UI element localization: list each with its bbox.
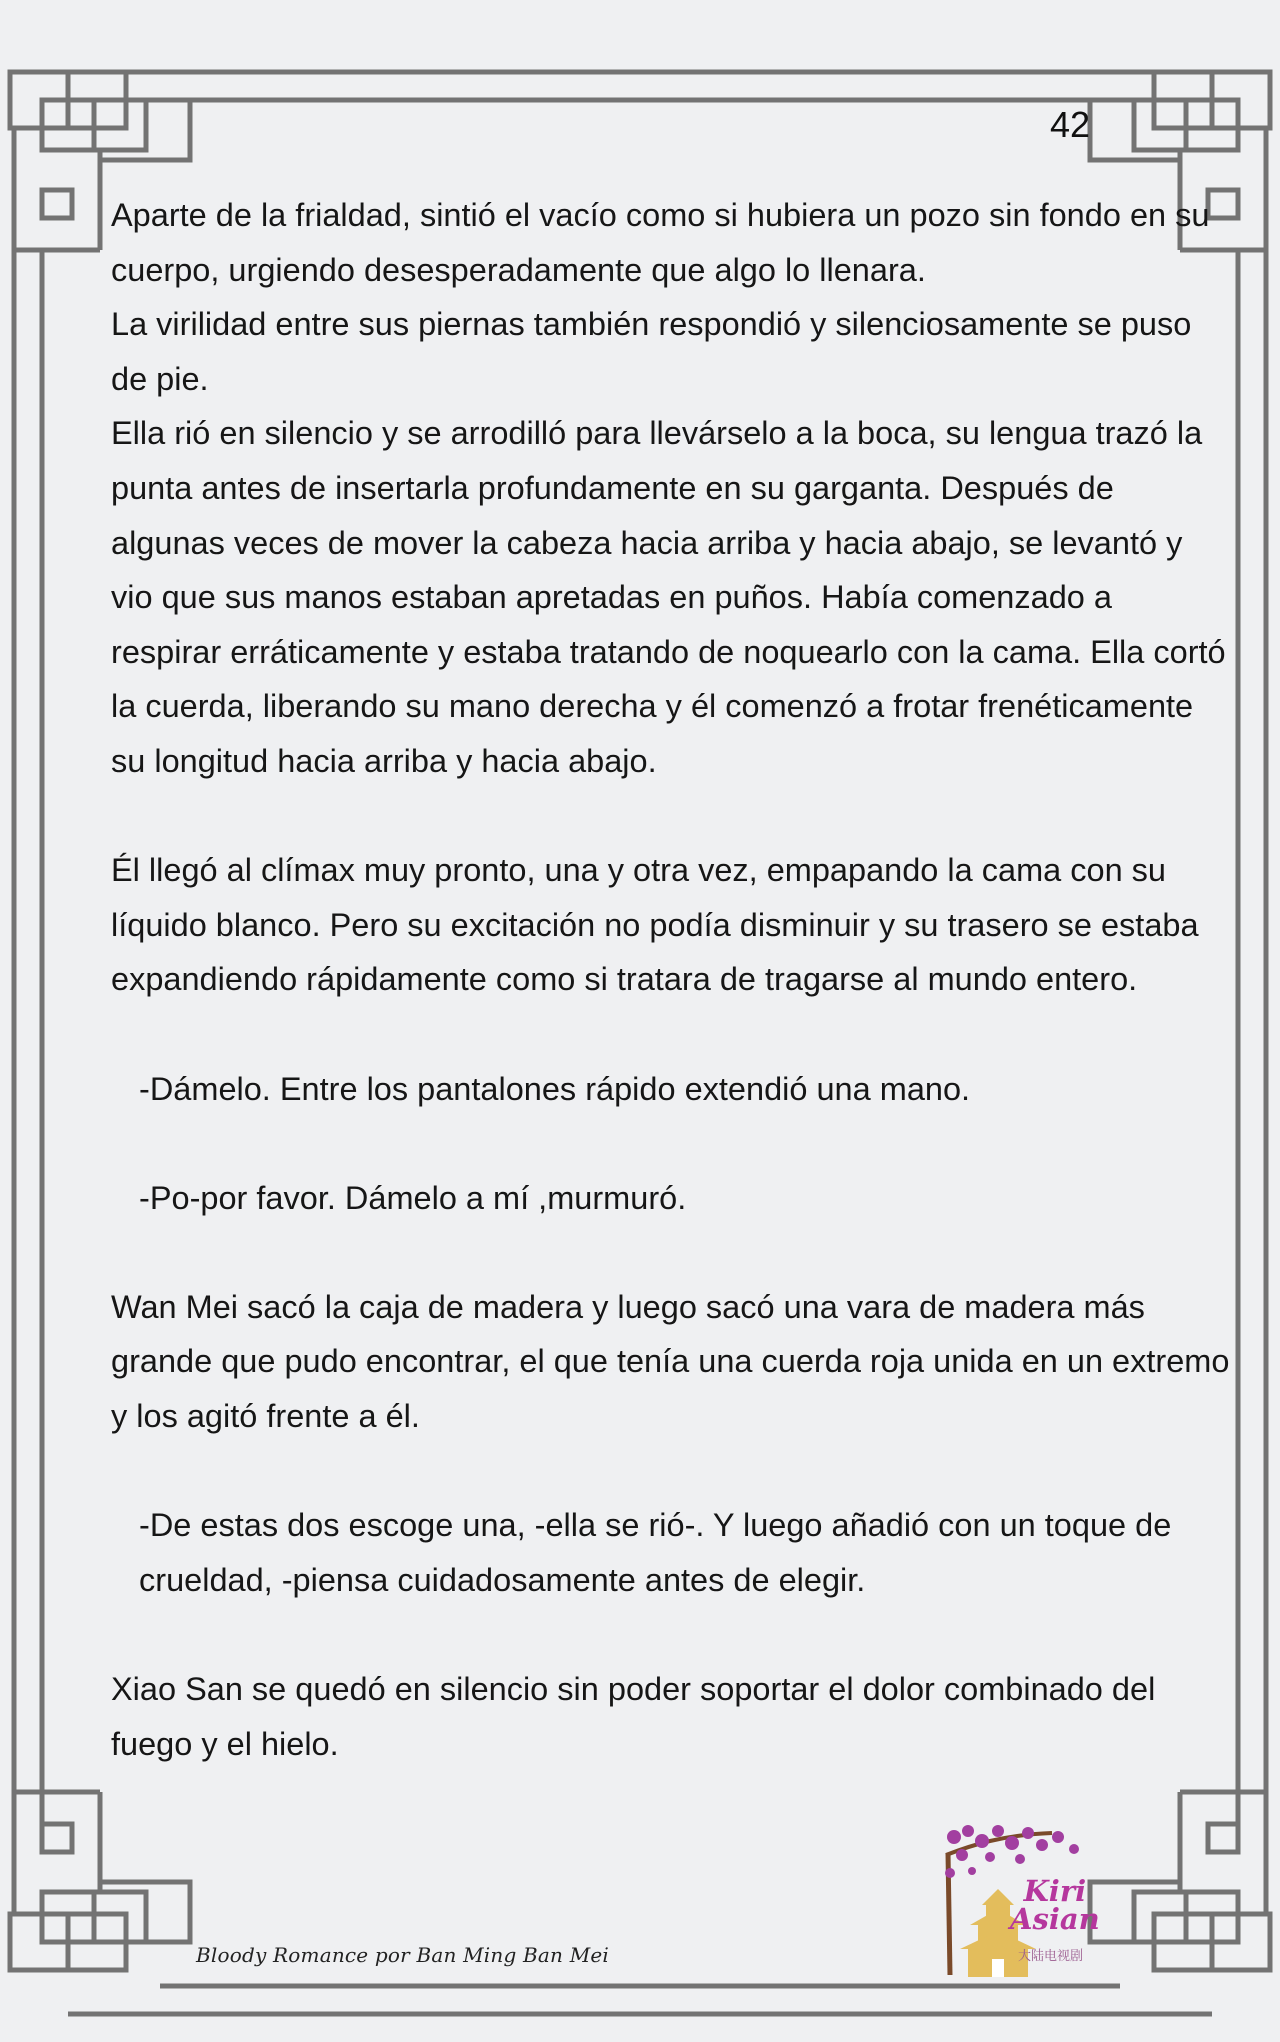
paragraph: Wan Mei sacó la caja de madera y luego sacó una vara de madera más grande que pudo encontrar, el que tenía una cuerda roja unida en un extremo y los agitó frente a él. <box>111 1288 1230 1435</box>
paragraph: Ella rió en silencio y se arrodilló para llevárselo a la boca, su lengua trazó la punta antes de insertarla profundamente en su garganta. Después de algunas veces de mover la cabeza hacia arriba y hacia abajo, se levantó y vio que sus manos estaban apretadas en puños. Había comenzado a respirar erráticamente y estaba tratando de noquearlo con la cama. Ella cortó la cuerda, liberando su mano derecha y él comenzó a frotar frenéticamente su longitud hacia arriba y hacia abajo. <box>111 415 1226 779</box>
logo-wordmark: Kiri Asian <box>1010 1874 1100 1936</box>
dialogue-line: -De estas dos escoge una, -ella se rió-. Y luego añadió con un toque de crueldad, -piensa cuidadosamente antes de elegir. <box>139 1507 1172 1598</box>
book-title-footer: Bloody Romance por Ban Ming Ban Mei <box>196 1943 610 1967</box>
paragraph: La virilidad entre sus piernas también respondió y silenciosamente se puso de pie. <box>111 306 1192 397</box>
paragraph: Xiao San se quedó en silencio sin poder soportar el dolor combinado del fuego y el hielo. <box>111 1671 1156 1762</box>
body-text <box>111 188 1231 1771</box>
paragraph: Él llegó al clímax muy pronto, una y otra vez, empapando la cama con su líquido blanco. Pero su excitación no podía disminuir y su trasero se estaba expandiendo rápidamente como si tratara de tragarse al mundo entero. <box>111 852 1199 998</box>
logo-subtitle: 大陆电视剧 <box>1018 1948 1084 1963</box>
dialogue-line: -Dámelo. Entre los pantalones rápido extendió una mano. <box>139 1070 971 1107</box>
dialogue-line: -Po-por favor. Dámelo a mí ,murmuró. <box>139 1179 687 1216</box>
page-number: 42 <box>1049 104 1090 145</box>
paragraph: Aparte de la frialdad, sintió el vacío como si hubiera un pozo sin fondo en su cuerpo, urgiendo desesperadamente que algo lo llenara. <box>111 197 1210 288</box>
